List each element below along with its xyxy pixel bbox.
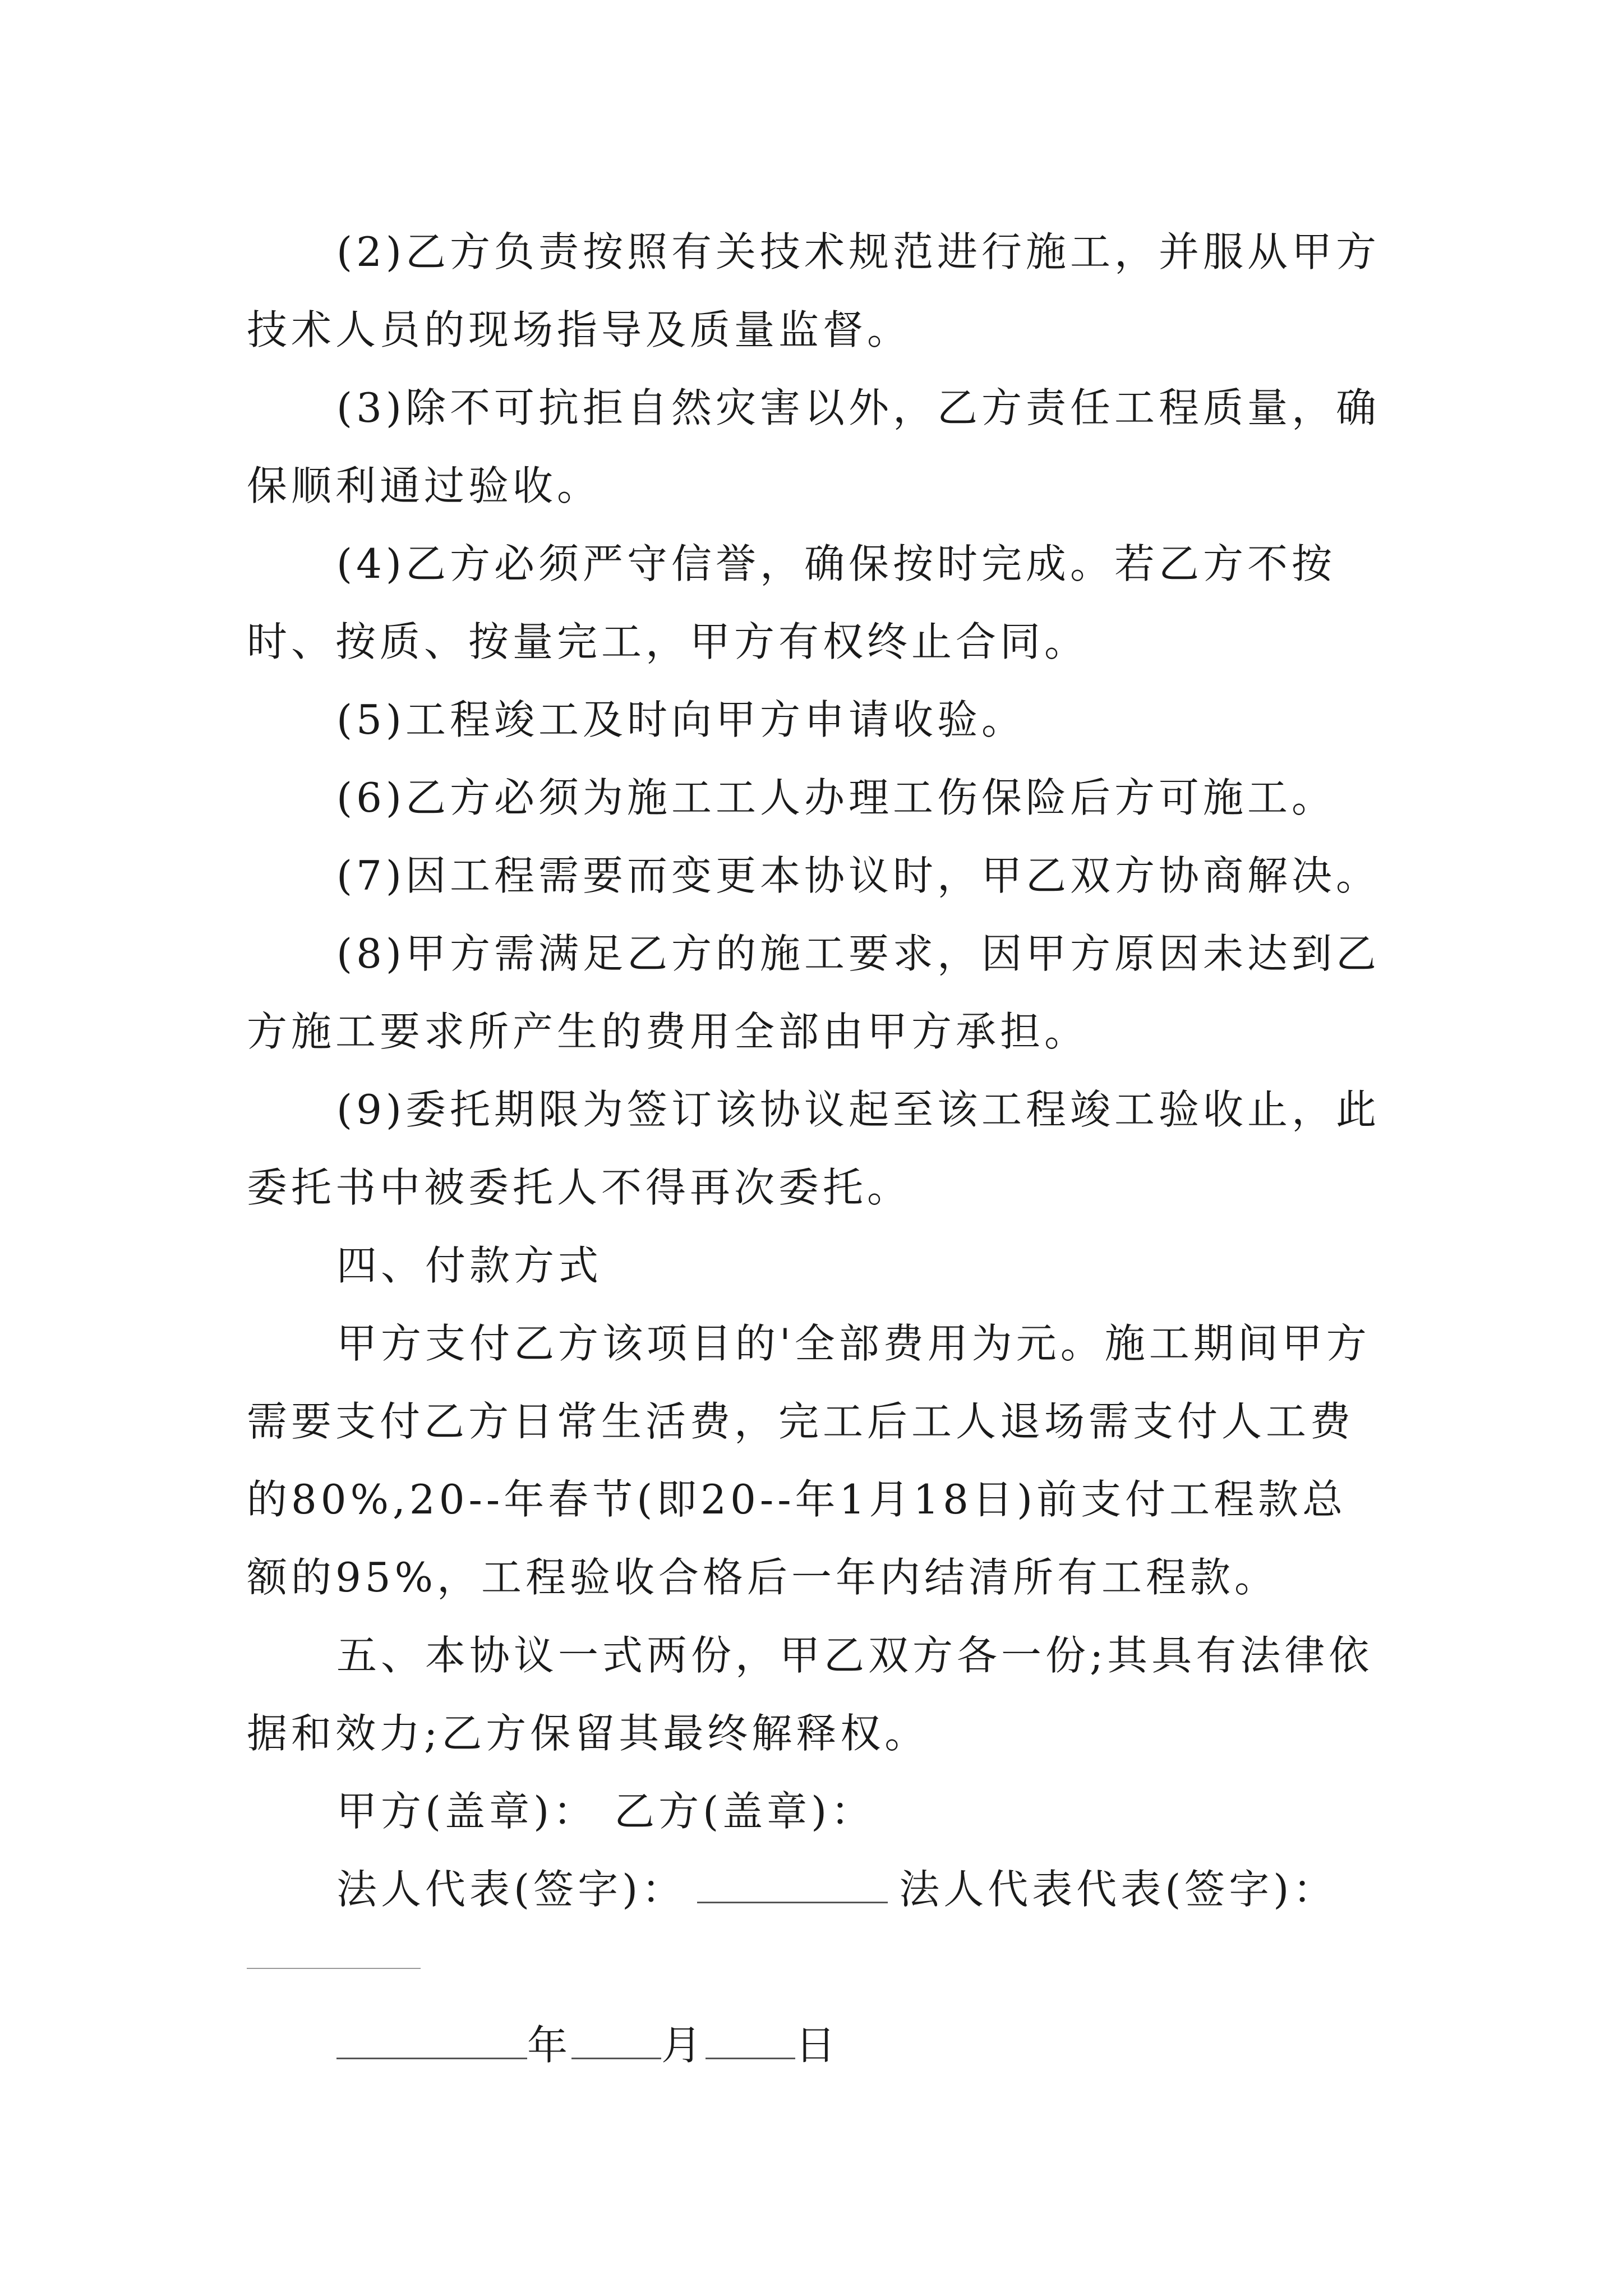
rep-a-signature-blank — [697, 1862, 888, 1903]
month-blank — [571, 2018, 661, 2059]
clause-5: (5)工程竣工及时向甲方申请收验。 — [336, 696, 1026, 743]
section-five-paragraph: 五、本协议一式两份，甲乙双方各一份;其具有法律依据和效力;乙方保留其最终解释权。 — [247, 1632, 1373, 1757]
party-seal-line: 甲方(盖章)： 乙方(盖章)： — [336, 1788, 875, 1835]
clause-7: (7)因工程需要而变更本协议时，甲乙双方协商解决。 — [336, 852, 1380, 899]
clause-2: (2)乙方负责按照有关技术规范进行施工，并服从甲方技术人员的现场指导及质量监督。 — [247, 228, 1380, 353]
year-label: 年 — [527, 2022, 572, 2069]
clause-6: (6)乙方必须为施工工人办理工伤保险后方可施工。 — [336, 774, 1336, 821]
clause-8: (8)甲方需满足乙方的施工要求，因甲方原因未达到乙方施工要求所产生的费用全部由甲方承担。 — [247, 930, 1380, 1055]
day-label: 日 — [795, 2022, 840, 2069]
month-label: 月 — [661, 2022, 706, 2069]
section-heading-payment: 四、付款方式 — [336, 1242, 603, 1289]
rep-b-label: 法人代表代表(签字)： — [899, 1866, 1338, 1913]
signature-rule — [247, 1968, 421, 1969]
day-blank — [706, 2018, 795, 2059]
rep-b-signature-blank — [247, 1929, 421, 2007]
clause-3: (3)除不可抗拒自然灾害以外，乙方责任工程质量，确保顺利通过验收。 — [247, 384, 1380, 509]
representative-signature-row — [247, 1851, 1387, 1929]
document-body — [247, 213, 1387, 2085]
rep-a-label: 法人代表(签字)： — [336, 1866, 686, 1913]
date-row — [247, 2007, 1387, 2085]
payment-paragraph: 甲方支付乙方该项目的'全部费用为元。施工期间甲方需要支付乙方日常生活费，完工后工人退场需支付人工费的80%,20--年春节(即20--年1月18日)前支付工程款总额的95%，工程验收合格后一年内结清所有工程款。 — [247, 1320, 1371, 1601]
clause-4: (4)乙方必须严守信誉，确保按时完成。若乙方不按时、按质、按量完工，甲方有权终止合同。 — [247, 540, 1336, 665]
clause-9: (9)委托期限为签订该协议起至该工程竣工验收止，此委托书中被委托人不得再次委托。 — [247, 1086, 1380, 1211]
year-blank — [336, 2018, 527, 2059]
